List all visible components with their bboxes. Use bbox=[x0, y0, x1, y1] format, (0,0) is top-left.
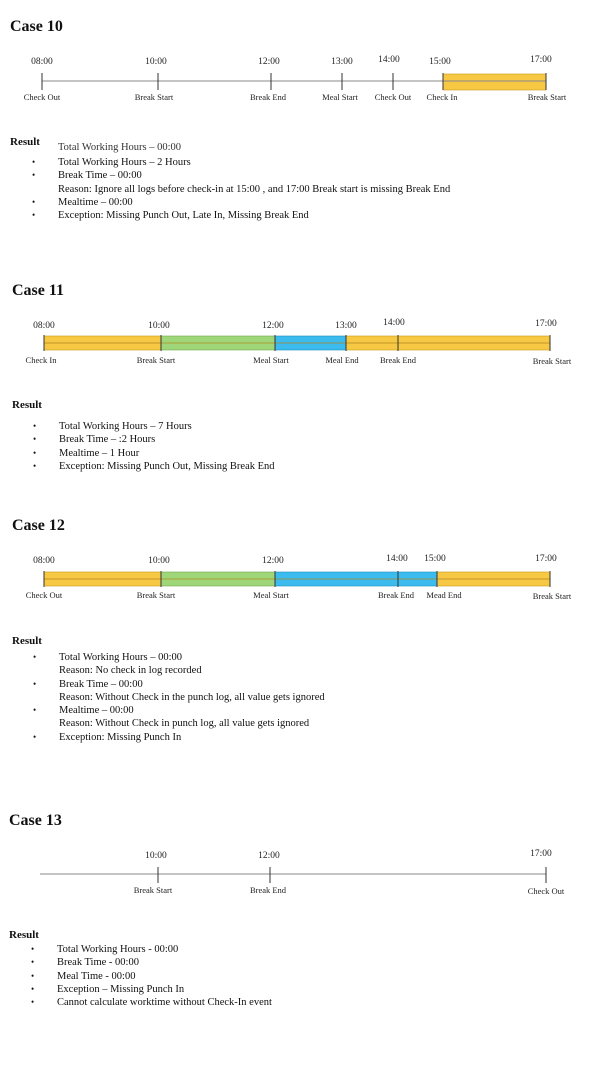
list-item: Reason: Without Check in punch log, all value gets ignored bbox=[59, 718, 310, 730]
tick-label: Break Start bbox=[532, 591, 572, 601]
tick-label: Break Start bbox=[133, 885, 173, 895]
tick-time: 14:00 bbox=[383, 318, 405, 328]
tick-label: Break End bbox=[249, 92, 287, 102]
case-12-result-title: Result bbox=[12, 635, 42, 647]
case-11-result-list bbox=[59, 420, 275, 473]
case-12-result-list bbox=[59, 651, 325, 744]
tick-label: Break Start bbox=[136, 355, 176, 365]
tick-time: 12:00 bbox=[262, 556, 284, 566]
list-item: • Total Working Hours - 00:00 bbox=[57, 943, 272, 956]
list-item: • Exception – Missing Punch In bbox=[57, 983, 272, 996]
tick-time: 08:00 bbox=[33, 556, 55, 566]
tick-time: 17:00 bbox=[535, 554, 557, 564]
list-item: • Exception: Missing Punch In bbox=[59, 731, 325, 744]
tick-time: 17:00 bbox=[530, 849, 552, 859]
tick-label: Break Start bbox=[532, 356, 572, 366]
case-13-timeline bbox=[0, 843, 600, 903]
case-11-title: Case 11 bbox=[12, 282, 64, 299]
list-item: • Meal Time - 00:00 bbox=[57, 970, 272, 983]
case-10-timeline bbox=[0, 50, 600, 110]
tick-time: 15:00 bbox=[429, 57, 451, 67]
tick-time: 12:00 bbox=[258, 57, 280, 67]
tick-label: Check Out bbox=[374, 92, 412, 102]
list-item: • Exception: Missing Punch Out, Missing Break End bbox=[59, 460, 275, 473]
list-item: • Break Time - 00:00 bbox=[57, 956, 272, 969]
tick-time: 12:00 bbox=[262, 321, 284, 331]
tick-label: Break Start bbox=[134, 92, 174, 102]
tick-time: 15:00 bbox=[424, 554, 446, 564]
case-12-title: Case 12 bbox=[12, 517, 65, 534]
tick-label: Check In bbox=[25, 355, 57, 365]
tick-label: Mead End bbox=[426, 590, 462, 600]
list-item: • Break Time – 00:00 bbox=[58, 169, 450, 182]
list-item: • Exception: Missing Punch Out, Late In, Missing Break End bbox=[58, 209, 450, 222]
case-11-timeline bbox=[0, 314, 600, 374]
tick-time: 10:00 bbox=[145, 57, 167, 67]
list-item: • Break Time – :2 Hours bbox=[59, 433, 275, 446]
list-item: • Mealtime – 00:00 bbox=[58, 196, 450, 209]
tick-time: 08:00 bbox=[33, 321, 55, 331]
list-item: Reason: Without Check in the punch log, all value gets ignored bbox=[59, 691, 325, 703]
case-10-result-title: Result bbox=[10, 136, 40, 148]
list-item: Reason: Ignore all logs before check-in at 15:00 , and 17:00 Break start is missing Break End bbox=[58, 183, 451, 195]
tick-label: Break End bbox=[249, 885, 287, 895]
tick-time: 13:00 bbox=[331, 57, 353, 67]
case-13-result-list bbox=[57, 943, 272, 1009]
tick-label: Meal Start bbox=[253, 590, 289, 600]
tick-label: Check Out bbox=[527, 886, 565, 896]
case-10-title: Case 10 bbox=[10, 18, 63, 35]
tick-label: Break End bbox=[379, 355, 417, 365]
case-10-result-list bbox=[58, 156, 450, 222]
case-13-title: Case 13 bbox=[9, 812, 62, 829]
tick-label: Break End bbox=[377, 590, 415, 600]
tick-time: 13:00 bbox=[335, 321, 357, 331]
tick-label: Check Out bbox=[23, 92, 61, 102]
list-item: Reason: No check in log recorded bbox=[59, 665, 202, 677]
tick-label: Meal End bbox=[325, 355, 359, 365]
tick-time: 08:00 bbox=[31, 57, 53, 67]
list-item: • Total Working Hours – 2 Hours bbox=[58, 156, 450, 169]
tick-label: Break Start bbox=[136, 590, 176, 600]
tick-label: Break Start bbox=[527, 92, 567, 102]
case-10-segment-work bbox=[443, 74, 546, 90]
tick-time: 17:00 bbox=[535, 319, 557, 329]
tick-label: Check Out bbox=[25, 590, 63, 600]
case-11-result-title: Result bbox=[12, 399, 42, 411]
case-13-result-title: Result bbox=[9, 929, 39, 941]
list-item: • Total Working Hours – 00:00 bbox=[59, 651, 325, 664]
tick-time: 10:00 bbox=[145, 851, 167, 861]
tick-time: 14:00 bbox=[378, 55, 400, 65]
tick-label: Meal Start bbox=[322, 92, 358, 102]
list-item: • Mealtime – 1 Hour bbox=[59, 447, 275, 460]
case-10-clipped-line: Total Working Hours – 00:00 bbox=[58, 142, 182, 153]
tick-label: Meal Start bbox=[253, 355, 289, 365]
tick-time: 10:00 bbox=[148, 556, 170, 566]
case-12-timeline bbox=[0, 549, 600, 609]
list-item: • Break Time – 00:00 bbox=[59, 678, 325, 691]
list-item: • Mealtime – 00:00 bbox=[59, 704, 325, 717]
tick-label: Check In bbox=[426, 92, 458, 102]
tick-time: 17:00 bbox=[530, 55, 552, 65]
tick-time: 14:00 bbox=[386, 554, 408, 564]
tick-time: 10:00 bbox=[148, 321, 170, 331]
list-item: • Total Working Hours – 7 Hours bbox=[59, 420, 275, 433]
list-item: • Cannot calculate worktime without Check-In event bbox=[57, 996, 272, 1009]
tick-time: 12:00 bbox=[258, 851, 280, 861]
